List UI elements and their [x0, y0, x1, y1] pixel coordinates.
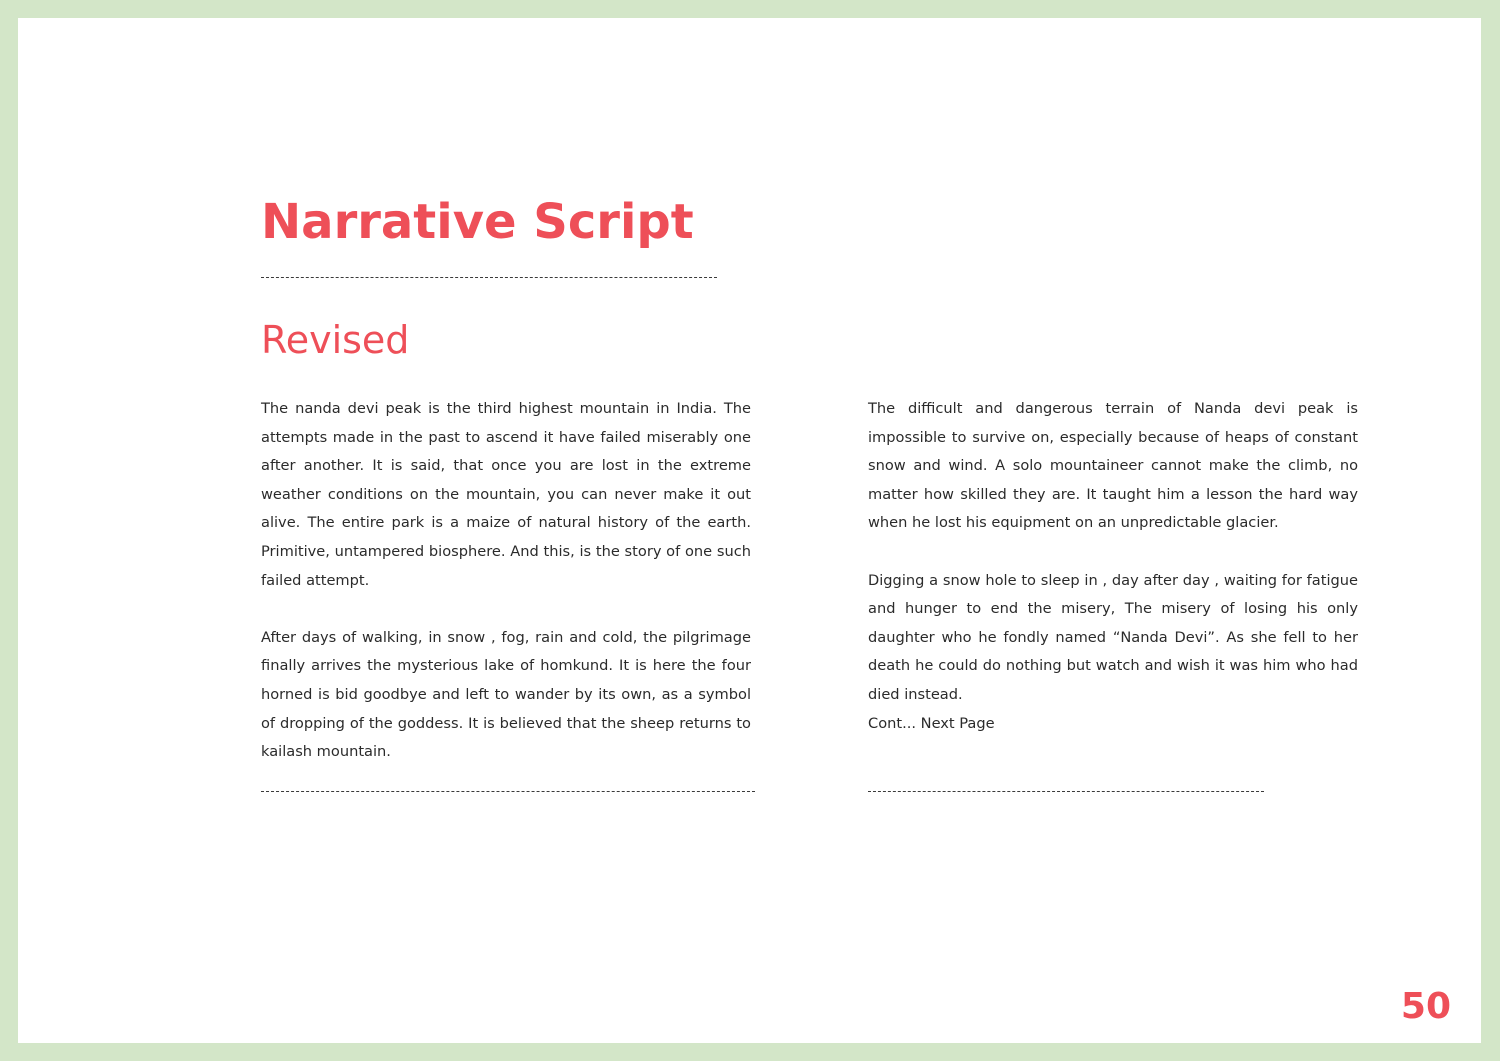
- page-subtitle: Revised: [261, 318, 410, 362]
- right-column-divider: [868, 791, 1264, 792]
- left-paragraph-2: After days of walking, in snow , fog, rain and cold, the pilgrimage finally arrives the mysterious lake of homkund. It is here the four horned is bid goodbye and left to wander by its own, as a symbol of dropping of the goddess. It is believed that the sheep returns to kailash mountain.: [261, 628, 751, 761]
- right-paragraph-2: Digging a snow hole to sleep in , day after day , waiting for fatigue and hunger to end the misery, The misery of losing his only daughter who he fondly named “Nanda Devi”. As she fell to her death he could do nothing but watch and wish it was him who had died instead.: [868, 571, 1358, 703]
- page-title: Narrative Script: [261, 194, 694, 250]
- left-column-divider: [261, 791, 755, 792]
- left-paragraph-1: The nanda devi peak is the third highest mountain in India. The attempts made in the past to ascend it have failed miserably one after another. It is said, that once you are lost in the extreme weather conditions on the mountain, you can never make it out alive. The entire park is a maize of natural history of the earth. Primitive, untampered biosphere. And this, is the story of one such failed attempt.: [261, 400, 751, 589]
- right-column: [868, 395, 1358, 738]
- left-column: [261, 395, 751, 767]
- title-divider: [261, 277, 717, 278]
- right-paragraph-1: The difficult and dangerous terrain of Nanda devi peak is impossible to survive on, especially because of heaps of constant snow and wind. A solo mountaineer cannot make the climb, no matter how skilled they are. It taught him a lesson the hard way when he lost his equipment on an unpredictable glacier.: [868, 400, 1358, 532]
- page: [18, 18, 1481, 1043]
- page-number: 50: [1400, 986, 1451, 1027]
- continuation-note: Cont... Next Page: [868, 714, 995, 732]
